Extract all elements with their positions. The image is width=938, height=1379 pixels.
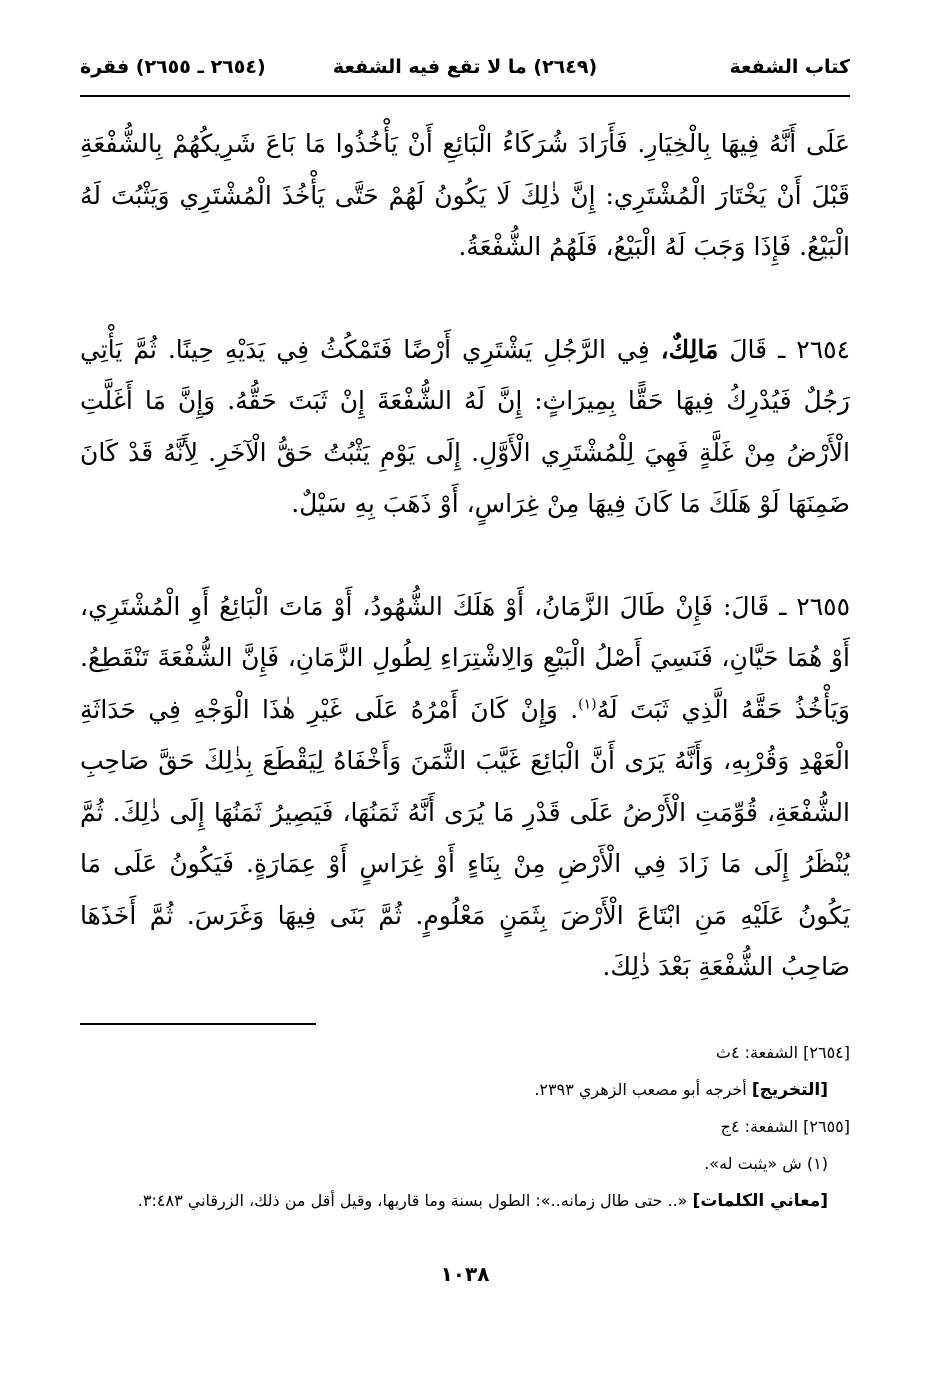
takhrij-text: أخرجه أبو مصعب الزهري ٢٣٩٣. bbox=[534, 1080, 747, 1099]
footnotes-section bbox=[80, 1040, 850, 1229]
paragraph-continuation: عَلَى أَنَّهُ فِيهَا بِالْخِيَارِ. فَأَرَادَ شُرَكَاءُ الْبَائِعِ أَنْ يَأْخُذُوا مَا بَاعَ شَرِيكُهُمْ بِالشُّفْعَةِ قَبْلَ أَنْ يَخْتَارَ الْمُشْتَرِي: إِنَّ ذٰلِكَ لَا يَكُونُ لَهُمْ حَتَّى يَأْخُذَ الْمُشْتَرِي وَيَثْبُتَ لَهُ الْبَيْعُ. فَإِذَا وَجَبَ لَهُ الْبَيْعُ، فَلَهُمُ الشُّفْعَةُ. bbox=[80, 129, 850, 261]
footnote-reference-2654: [٢٦٥٤] الشفعة: ٤ث bbox=[715, 1043, 850, 1062]
header-book-title: كتاب الشفعة bbox=[729, 56, 850, 78]
paragraph-number: ٢٦٥٤ ـ bbox=[778, 334, 851, 364]
main-text bbox=[80, 118, 850, 993]
paragraph-2655 bbox=[80, 581, 850, 993]
footnote-takhrij bbox=[80, 1077, 850, 1103]
paragraph-text-part-b: . وَإِنْ كَانَ أَمْرُهُ عَلَى غَيْرِ هٰذَا الْوَجْهِ فِي حَدَاثَةِ الْعَهْدِ وَقُرْبِهِ، وَأَنَّهُ يَرَى أَنَّ الْبَائِعَ غَيَّبَ الثَّمَنَ وَأَخْفَاهُ لِيَقْطَعَ بِذٰلِكَ حَقَّ صَاحِبِ الشُّفْعَةِ، قُوِّمَتِ الْأَرْضُ عَلَى قَدْرِ مَا يُرَى أَنَّهُ ثَمَنُهَا، فَيَصِيرُ ثَمَنُهَا إِلَى ذٰلِكَ. ثُمَّ يُنْظَرُ إِلَى مَا زَادَ فِي الْأَرْضِ مِنْ بِنَاءٍ أَوْ غِرَاسٍ أَوْ عِمَارَةٍ. فَيَكُونُ عَلَى مَا يَكُونُ عَلَيْهِ مَنِ ابْتَاعَ الْأَرْضَ بِثَمَنٍ مَعْلُومٍ. ثُمَّ بَنَى فِيهَا وَغَرَسَ. ثُمَّ أَخَذَهَا صَاحِبُ الشُّفْعَةِ بَعْدَ ذٰلِكَ. bbox=[80, 694, 850, 981]
said-word: قَالَ bbox=[729, 334, 768, 364]
running-header bbox=[80, 50, 850, 90]
paragraph-text: فِي الرَّجُلِ يَشْتَرِي أَرْضًا فَتَمْكُثُ فِي يَدَيْهِ حِينًا. ثُمَّ يَأْتِي رَجُلٌ فَيُدْرِكُ فِيهَا حَقًّا بِمِيرَاثٍ: إِنَّ لَهُ الشُّفْعَةَ إِنْ ثَبَتَ حَقُّهُ. وَإِنَّ مَا أَغَلَّتِ الْأَرْضُ مِنْ غَلَّةٍ فَهِيَ لِلْمُشْتَرِي الْأَوَّلِ. إِلَى يَوْمِ يَثْبُتُ حَقُّ الْآخَرِ. لِأَنَّهُ قَدْ كَانَ ضَمِنَهَا لَوْ هَلَكَ مَا كَانَ فِيهَا مِنْ غِرَاسٍ، أَوْ ذَهَبَ بِهِ سَيْلٌ. bbox=[80, 334, 850, 518]
paragraph-2654 bbox=[80, 324, 850, 530]
header-chapter-title: (٢٦٤٩) ما لا تقع فيه الشفعة bbox=[332, 56, 598, 78]
takhrij-label: [التخريج] bbox=[751, 1080, 828, 1100]
paragraph-number: ٢٦٥٥ ـ bbox=[779, 591, 850, 621]
word-meanings-label: [معاني الكلمات] bbox=[692, 1191, 828, 1211]
header-divider bbox=[80, 95, 850, 97]
footnote-divider bbox=[80, 1023, 316, 1025]
book-page bbox=[80, 0, 850, 1379]
footnote-reference-2655: [٢٦٥٥] الشفعة: ٤ج bbox=[720, 1117, 850, 1136]
footnote-word-meanings bbox=[80, 1184, 850, 1218]
footnote-variant: (١) ش «يثبت له». bbox=[704, 1154, 828, 1173]
imam-name: مَالِكٌ، bbox=[660, 334, 719, 364]
word-meanings-text: «.. حتى طال زمانه..»: الطول بسنة وما قاربها، وقيل أقل من ذلك، الزرقاني ٣:٤٨٣. bbox=[137, 1191, 688, 1210]
footnote-marker: (١) bbox=[578, 696, 597, 713]
page-number: ١٠٣٨ bbox=[440, 1262, 490, 1286]
paragraph-text-part-a: قَالَ: فَإِنْ طَالَ الزَّمَانُ، أَوْ هَلَكَ الشُّهُودُ، أَوْ مَاتَ الْبَائِعُ أَوِ الْمُشْتَرِي، أَوْ هُمَا حَيَّانِ، فَنَسِيَ أَصْلُ الْبَيْعِ وَالِاشْتِرَاءِ لِطُولِ الزَّمَانِ، فَإِنَّ الشُّفْعَةَ تَنْقَطِعُ. وَيَأْخُذُ حَقَّهُ الَّذِي ثَبَتَ لَهُ bbox=[80, 591, 851, 724]
header-paragraph-range: (٢٦٥٤ ـ ٢٦٥٥) فقرة bbox=[80, 56, 266, 78]
